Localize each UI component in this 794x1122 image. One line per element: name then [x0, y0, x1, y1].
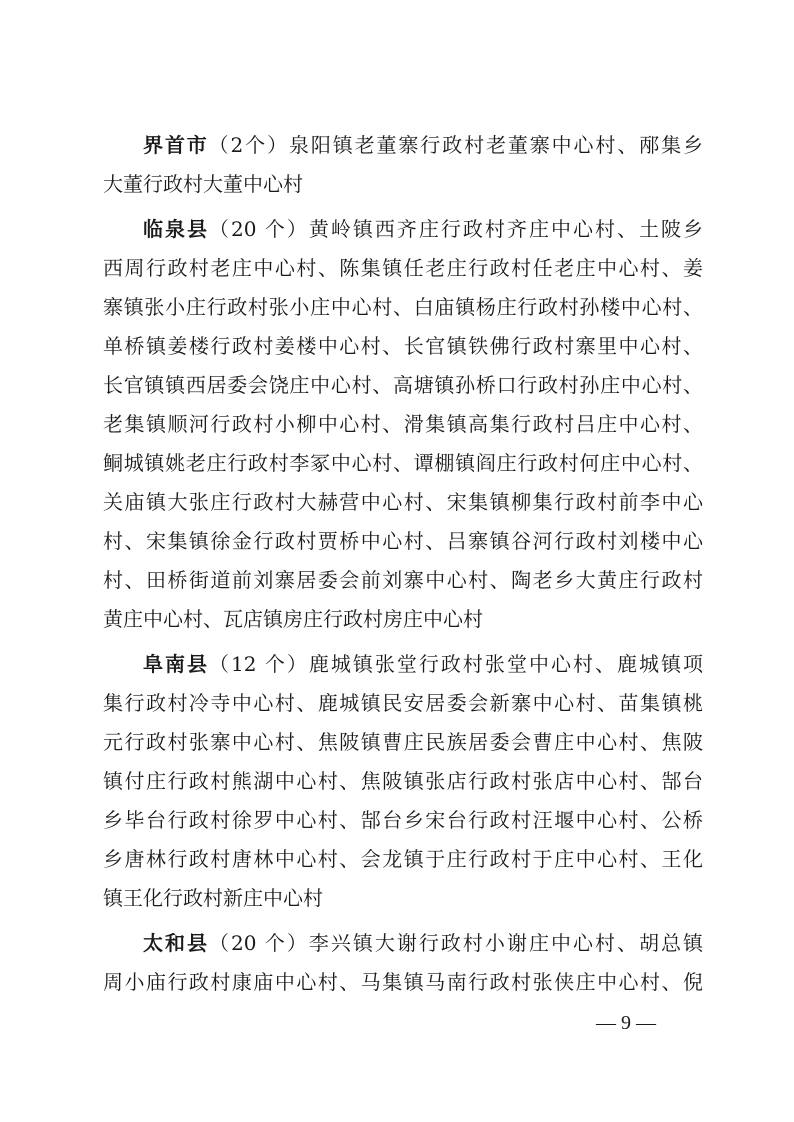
county-name: 临泉县: [143, 217, 210, 241]
text-line: 镇王化行政村新庄中心村: [103, 886, 323, 910]
text-line: 寨镇张小庄行政村张小庄中心村、白庙镇杨庄行政村孙楼中心村、: [103, 295, 703, 319]
text-line: 大董行政村大董中心村: [103, 172, 303, 196]
entry-taihe: [103, 924, 703, 1002]
text-line: 长官镇镇西居委会饶庄中心村、高塘镇孙桥口行政村孙庄中心村、: [103, 373, 703, 397]
county-name: 界首市: [143, 133, 209, 157]
text-line: 黄庄中心村、瓦店镇房庄行政村房庄中心村: [103, 607, 483, 631]
text-line: 集行政村冷寺中心村、鹿城镇民安居委会新寨中心村、苗集镇桃: [103, 691, 703, 715]
text-line: 周小庙行政村康庙中心村、马集镇马南行政村张侠庄中心村、倪: [103, 970, 703, 994]
entry-jieshou: [103, 126, 703, 204]
text-line: 元行政村张寨中心村、焦陂镇曹庄民族居委会曹庄中心村、焦陂: [103, 730, 703, 754]
text-line: 西周行政村老庄中心村、陈集镇任老庄行政村任老庄中心村、姜: [103, 256, 703, 280]
text-line: 太和县（20 个）李兴镇大谢行政村小谢庄中心村、胡总镇: [143, 931, 704, 955]
text-line: 乡唐林行政村唐林中心村、会龙镇于庄行政村于庄中心村、王化: [103, 847, 703, 871]
document-body: [103, 126, 703, 1008]
page-number: — 9 —: [596, 1012, 656, 1034]
text-line: 镇付庄行政村熊湖中心村、焦陂镇张店行政村张店中心村、郜台: [103, 769, 703, 793]
text-line: 村、田桥街道前刘寨居委会前刘寨中心村、陶老乡大黄庄行政村: [103, 568, 703, 592]
text-line: 关庙镇大张庄行政村大赫营中心村、宋集镇柳集行政村前李中心: [103, 490, 703, 514]
text-line: 临泉县（20 个）黄岭镇西齐庄行政村齐庄中心村、土陂乡: [143, 217, 704, 241]
text-line: 单桥镇姜楼行政村姜楼中心村、长官镇铁佛行政村寨里中心村、: [103, 334, 703, 358]
text-line: 村、宋集镇徐金行政村贾桥中心村、吕寨镇谷河行政村刘楼中心: [103, 529, 703, 553]
text-line: 阜南县（12 个）鹿城镇张堂行政村张堂中心村、鹿城镇项: [143, 652, 704, 676]
text-line: 乡毕台行政村徐罗中心村、郜台乡宋台行政村汪堰中心村、公桥: [103, 808, 703, 832]
entry-linquan: [103, 210, 703, 639]
text-line: 鲖城镇姚老庄行政村李冢中心村、谭棚镇阎庄行政村何庄中心村、: [103, 451, 703, 475]
county-name: 阜南县: [143, 652, 210, 676]
text-line: 老集镇顺河行政村小柳中心村、滑集镇高集行政村吕庄中心村、: [103, 412, 703, 436]
county-name: 太和县: [143, 931, 210, 955]
entry-funan: [103, 645, 703, 918]
text-line: 界首市（2个）泉阳镇老董寨行政村老董寨中心村、邴集乡: [143, 133, 703, 157]
